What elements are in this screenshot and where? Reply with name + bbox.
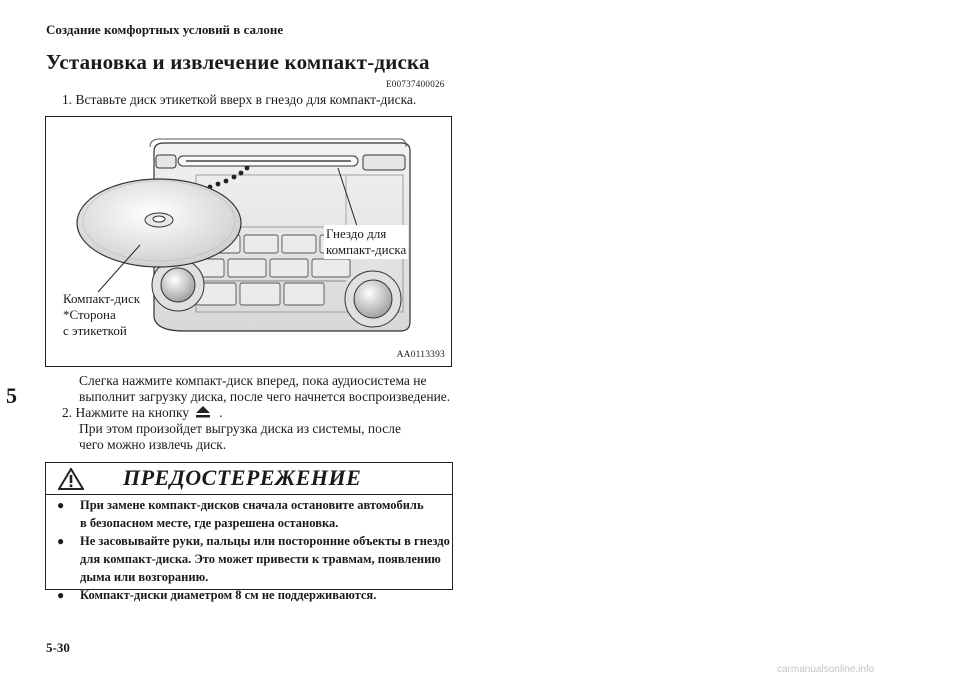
disc-callout [63,291,140,339]
warning-title: ПРЕДОСТЕРЕЖЕНИЕ [123,465,362,490]
top-left-button [156,155,176,168]
eject-icon [195,405,211,422]
step-2-suffix: . [219,405,223,420]
warning-item: ● При замене компакт-дисков сначала остановите автомобиль в безопасном месте, где разрешена остановка. [57,498,424,530]
step-2-detail-line1: При этом произойдет выгрузка диска из системы, после [79,421,401,436]
warning-item: ● Не засовывайте руки, пальцы или посторонние объекты в гнездо для компакт-диска. Это может привести к травмам, появлению дыма или возгоранию. [57,534,450,584]
top-right-button [363,155,405,170]
step-2-text [62,405,222,422]
warning-list [46,496,452,604]
section-tab-number: 5 [6,383,17,408]
warning-item: ● Компакт-диски диаметром 8 см не поддерживаются. [57,588,377,602]
watermark: carmanualsonline.info [777,664,875,675]
step-2-detail [79,421,401,453]
page-title: Установка и извлечение компакт-диска [46,50,430,74]
running-header: Создание комфортных условий в салоне [46,22,284,37]
step-1-text: 1. Вставьте диск этикеткой вверх в гнездо для компакт-диска. [62,92,417,107]
figure-code: AA0113393 [396,350,445,360]
bullet-icon: ● [57,498,65,512]
step-1-detail-line1: Слегка нажмите компакт-диск вперед, пока аудиосистема не [79,373,427,388]
step-2-prefix: 2. Нажмите на кнопку [62,405,190,420]
page-number: 5-30 [46,640,70,655]
warning-box [45,462,453,602]
step-1-detail [79,373,450,405]
disc-label-line2: *Сторона [63,307,116,322]
disc-label-line3: с этикеткой [63,323,127,338]
slot-callout [324,225,408,259]
cd-insertion-figure [45,116,452,367]
slot-label-line2: компакт-диска [326,242,407,257]
warning-header [46,463,452,495]
step-1-detail-line2: выполнит загрузку диска, после чего начнется воспроизведение. [79,389,451,404]
bullet-icon: ● [57,588,65,602]
document-code: E00737400026 [386,79,445,89]
slot-label-line1: Гнездо для [326,226,387,241]
bullet-icon: ● [57,534,65,548]
disc-label-line1: Компакт-диск [63,291,141,306]
step-2-detail-line2: чего можно извлечь диск. [79,437,227,452]
warning-triangle-icon [58,468,84,490]
